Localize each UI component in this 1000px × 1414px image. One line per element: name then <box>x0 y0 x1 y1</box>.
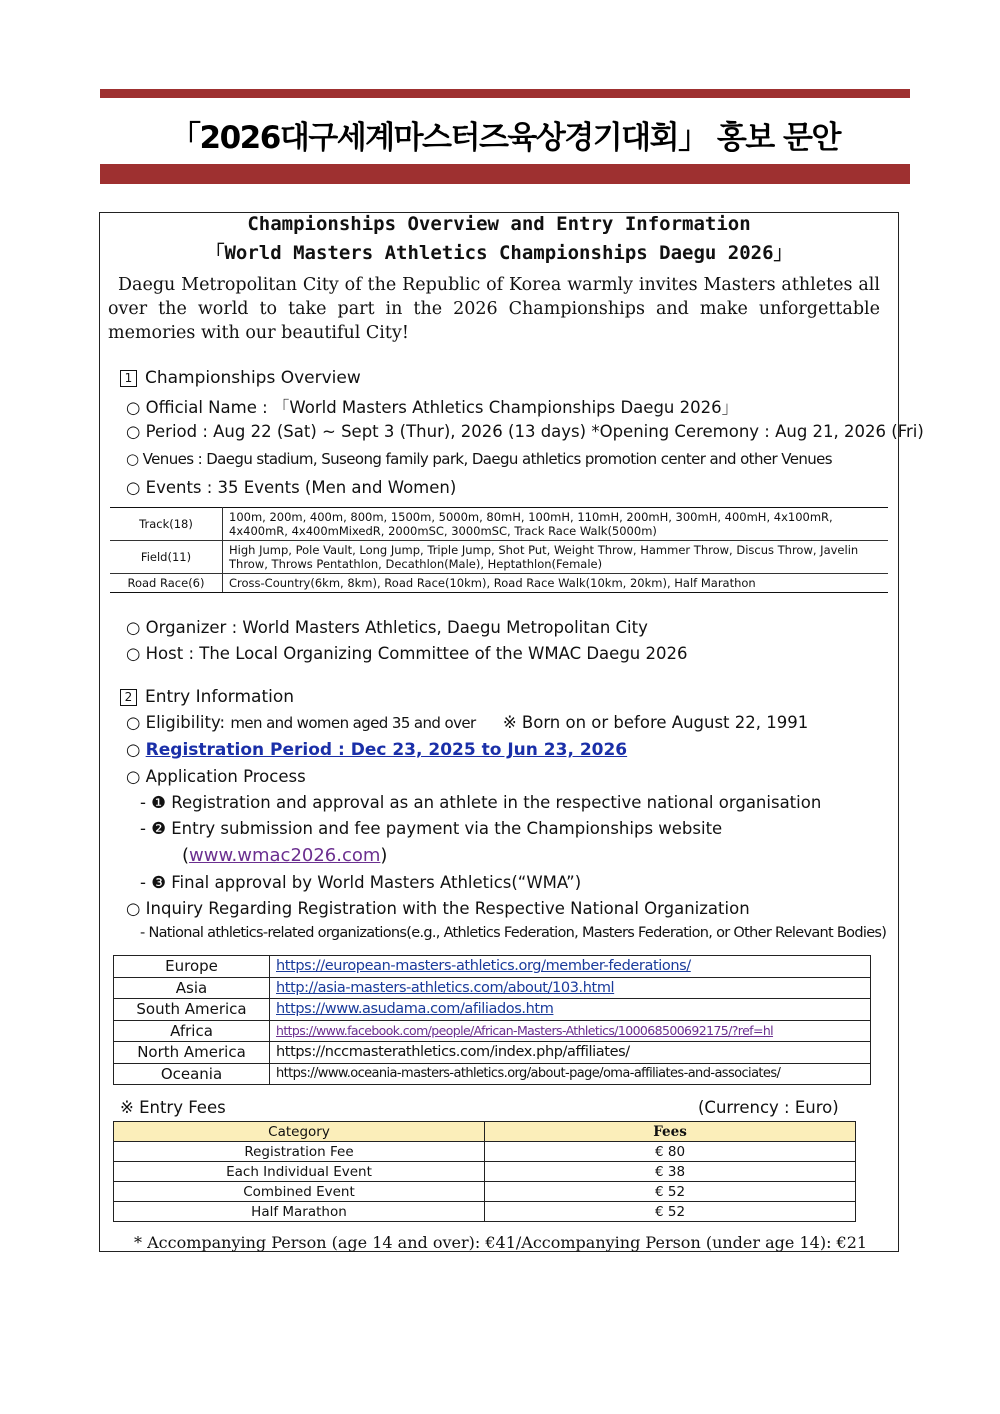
event-category: Road Race(6) <box>110 574 223 593</box>
events: ○ Events : 35 Events (Men and Women) <box>126 478 457 497</box>
currency-note: (Currency : Euro) <box>698 1098 839 1117</box>
table-row <box>114 1020 871 1042</box>
org-link[interactable]: https://nccmasterathletics.com/index.php/affiliates/ <box>270 1042 871 1064</box>
org-link[interactable]: http://asia-masters-athletics.com/about/103.html <box>270 977 871 999</box>
registration-period-text: Registration Period : Dec 23, 2025 to Jun 23, 2026 <box>145 740 628 760</box>
section2-heading <box>120 687 294 707</box>
table-row <box>114 1142 856 1162</box>
step-2: - ❷ Entry submission and fee payment via the Championships website <box>140 819 723 838</box>
step-1: - ❶ Registration and approval as an athlete in the respective national organisation <box>140 793 822 812</box>
paren-close: ) <box>380 845 388 866</box>
event-category: Field(11) <box>110 541 223 574</box>
paren-open: ( <box>182 845 190 866</box>
org-link[interactable]: https://www.oceania-masters-athletics.org/about-page/oma-affiliates-and-associates/ <box>270 1063 871 1085</box>
fee-category: Combined Event <box>114 1182 485 1202</box>
official-name: ○ Official Name : 「World Masters Athletics Championships Daegu 2026」 <box>126 398 739 417</box>
overview-heading: Championships Overview and Entry Information <box>247 213 751 235</box>
event-list: High Jump, Pole Vault, Long Jump, Triple Jump, Shot Put, Weight Throw, Hammer Throw, Discus Throw, Javelin Throw, Throws Pentathlon, Decathlon(Male), Heptathlon(Female) <box>223 541 889 574</box>
fee-category: Registration Fee <box>114 1142 485 1162</box>
fee-amount: € 52 <box>485 1202 856 1222</box>
event-category: Track(18) <box>110 508 223 541</box>
org-link[interactable]: https://www.facebook.com/people/African-Masters-Athletics/100068500692175/?ref=hl <box>270 1020 871 1042</box>
fee-category: Half Marathon <box>114 1202 485 1222</box>
inquiry: ○ Inquiry Regarding Registration with the Respective National Organization <box>126 899 750 918</box>
section2-number: 2 <box>120 689 137 706</box>
top-accent-bar <box>100 89 910 98</box>
eligibility <box>126 713 808 732</box>
table-row <box>114 1202 856 1222</box>
table-row <box>114 1042 871 1064</box>
region: Africa <box>114 1020 270 1042</box>
fee-amount: € 52 <box>485 1182 856 1202</box>
fee-category: Each Individual Event <box>114 1162 485 1182</box>
event-list: Cross-Country(6km, 8km), Road Race(10km), Road Race Walk(10km, 20km), Half Marathon <box>223 574 889 593</box>
table-row <box>114 1162 856 1182</box>
region: Asia <box>114 977 270 999</box>
page-title: 「2026대구세계마스터즈육상경기대회」 홍보 문안 <box>170 120 840 156</box>
region: North America <box>114 1042 270 1064</box>
table-row <box>114 999 871 1021</box>
org-link[interactable]: https://www.asudama.com/afiliados.htm <box>270 999 871 1021</box>
website-link[interactable]: www.wmac2026.com <box>189 845 381 866</box>
table-row <box>110 574 888 593</box>
header-category: Category <box>114 1122 485 1142</box>
venues: ○ Venues : Daegu stadium, Suseong family park, Daegu athletics promotion center and other Venues <box>126 450 833 468</box>
host: ○ Host : The Local Organizing Committee of the WMAC Daegu 2026 <box>126 644 688 663</box>
period: ○ Period : Aug 22 (Sat) ~ Sept 3 (Thur), 2026 (13 days) *Opening Ceremony : Aug 21, 2026 (Fri) <box>126 422 924 441</box>
table-row <box>114 1063 871 1085</box>
registration-period <box>126 740 627 760</box>
region: Oceania <box>114 1063 270 1085</box>
fees-table <box>113 1121 856 1222</box>
event-list: 100m, 200m, 400m, 800m, 1500m, 5000m, 80mH, 100mH, 110mH, 200mH, 300mH, 400mH, 4x100mR, 4x400mR, 4x400mMixedR, 2000mSC, 3000mSC, Track Race Walk(5000m) <box>223 508 889 541</box>
region: Europe <box>114 956 270 978</box>
table-row <box>114 1182 856 1202</box>
header-fees: Fees <box>485 1122 856 1142</box>
fee-amount: € 80 <box>485 1142 856 1162</box>
fee-amount: € 38 <box>485 1162 856 1182</box>
section1-number: 1 <box>120 370 137 387</box>
table-row <box>110 508 888 541</box>
website-line <box>182 845 387 866</box>
bullet: ○ <box>126 740 141 759</box>
step-3: - ❸ Final approval by World Masters Athletics(“WMA”) <box>140 873 582 892</box>
eligibility-note: ※ Born on or before August 22, 1991 <box>502 713 809 732</box>
content-frame <box>99 212 924 1252</box>
section1-heading <box>120 368 361 388</box>
inquiry-note: - National athletics-related organizations(e.g., Athletics Federation, Masters Federation, or Other Relevant Bodies) <box>140 925 887 941</box>
region: South America <box>114 999 270 1021</box>
eligibility-text: men and women aged 35 and over <box>230 714 476 732</box>
fees-title: ※ Entry Fees <box>120 1098 226 1117</box>
organizer: ○ Organizer : World Masters Athletics, Daegu Metropolitan City <box>126 618 648 637</box>
table-row <box>114 977 871 999</box>
intro-text: Daegu Metropolitan City of the Republic of Korea warmly invites Masters athletes all over the world to take part in the 2026 Championships and make unforgettable memories with our beautiful City! <box>108 275 880 343</box>
bottom-accent-bar <box>100 164 910 184</box>
application-process: ○ Application Process <box>126 767 306 786</box>
championship-heading: 「World Masters Athletics Championships Daegu 2026」 <box>205 242 793 264</box>
table-row <box>110 541 888 574</box>
intro-paragraph <box>108 273 880 345</box>
accompanying-footnote: * Accompanying Person (age 14 and over): €41/Accompanying Person (under age 14): €21 <box>134 1233 868 1252</box>
org-link[interactable]: https://european-masters-athletics.org/member-federations/ <box>270 956 871 978</box>
organizations-table <box>113 955 871 1085</box>
events-table <box>110 507 888 593</box>
section1-title: Championships Overview <box>145 368 361 388</box>
section2-title: Entry Information <box>145 687 295 707</box>
table-header <box>114 1122 856 1142</box>
eligibility-label: ○ Eligibility: <box>126 713 226 732</box>
table-row <box>114 956 871 978</box>
